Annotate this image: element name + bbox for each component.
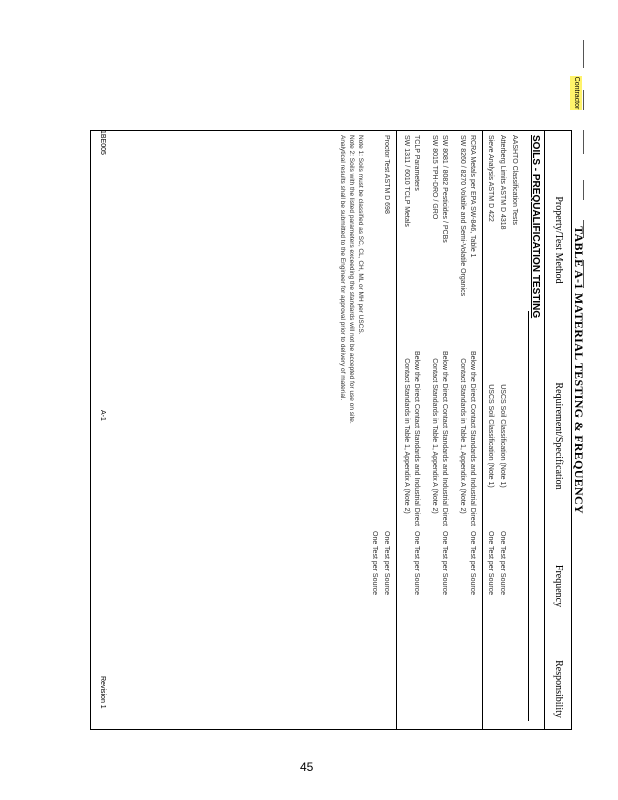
cell-property: TCLP Parameters: [413, 135, 420, 191]
cell-property: SW 8260 / 8270 Volatile and Semi-Volatile Organics: [459, 135, 466, 297]
table-notes: [338, 135, 365, 424]
footer-page-label: A-1: [99, 410, 106, 421]
material-testing-table: [90, 130, 572, 730]
cell-frequency: One Test per Source: [413, 531, 420, 596]
cell-requirement: Below the Direct Contact Standards and Industrial Direct: [469, 351, 476, 527]
footer-document-id: 1BE005: [99, 130, 106, 155]
cell-frequency: One Test per Source: [383, 531, 390, 596]
signature-dash: [583, 90, 584, 110]
cell-requirement: Contact Standards in Table 1, Appendix A (Note 2): [459, 358, 466, 514]
cell-requirement: Below the Direct Contact Standards and Industrial Direct: [441, 351, 448, 527]
cell-requirement: USCS Soil Classification (Note 1): [487, 384, 494, 488]
section-label: SOILS - PREQUALIFICATION TESTING: [530, 135, 541, 319]
page-number: 45: [300, 760, 314, 774]
cell-property: SW 8081 / 8082 Pesticides / PCBs: [441, 135, 448, 243]
cell-property: Sieve Analysis ASTM D 422: [487, 135, 494, 222]
cell-requirement: USCS Soil Classification (Note 1): [499, 384, 506, 488]
section-divider: [528, 311, 529, 721]
header-property: Property/Test Method: [553, 196, 564, 284]
row-divider: [482, 131, 483, 729]
note-line: Note 1: Soils must be classified as SC, CL, CH, ML or MH per USCS.: [357, 135, 364, 335]
cell-frequency: One Test per Source: [469, 531, 476, 596]
note-line: Note 2: Soils with the listed parameters exceeding the standards will not be accepted for use on site.: [348, 135, 355, 424]
cell-requirement: Contact Standards in Table 1, Appendix A (Note 2): [403, 358, 410, 514]
row-divider: [396, 131, 397, 729]
rotated-document-page: [90, 20, 590, 740]
cell-frequency: One Test per Source: [371, 531, 378, 596]
header-requirement: Requirement/Specification: [553, 382, 564, 490]
header-frequency: Frequency: [553, 564, 564, 608]
cell-property: SW 8015 TPH-DRO / GRO: [431, 135, 438, 220]
highlighted-responsibility: Contractor: [570, 76, 582, 110]
cell-property: Atterberg Limits ASTM D 4318: [499, 135, 506, 230]
cell-property: Proctor Test ASTM D 698: [383, 135, 390, 214]
cell-requirement: Contact Standards in Table 1, Appendix A (Note 2): [431, 358, 438, 514]
table-header-row: [544, 131, 571, 729]
cell-requirement: Below the Direct Contact Standards and Industrial Direct: [413, 351, 420, 527]
cell-property: SW 1311 / 6010 TCLP Metals: [403, 135, 410, 227]
cell-frequency: One Test per Source: [487, 531, 494, 596]
cell-property: AASHTO Classification Tests: [511, 135, 518, 225]
header-responsibility: Responsibility: [553, 660, 564, 718]
signature-dash: [583, 40, 584, 68]
table-title: TABLE A-1 MATERIAL TESTING & FREQUENCY: [572, 226, 586, 514]
cell-frequency: One Test per Source: [441, 531, 448, 596]
footer-revision: Revision 1: [99, 676, 106, 709]
cell-property: RCRA Metals per EPA SW-846, Table 1: [469, 135, 476, 258]
cell-frequency: One Test per Source: [499, 531, 506, 596]
note-line: Analytical results shall be submitted to the Engineer for approval prior to delivery of material.: [339, 135, 346, 401]
